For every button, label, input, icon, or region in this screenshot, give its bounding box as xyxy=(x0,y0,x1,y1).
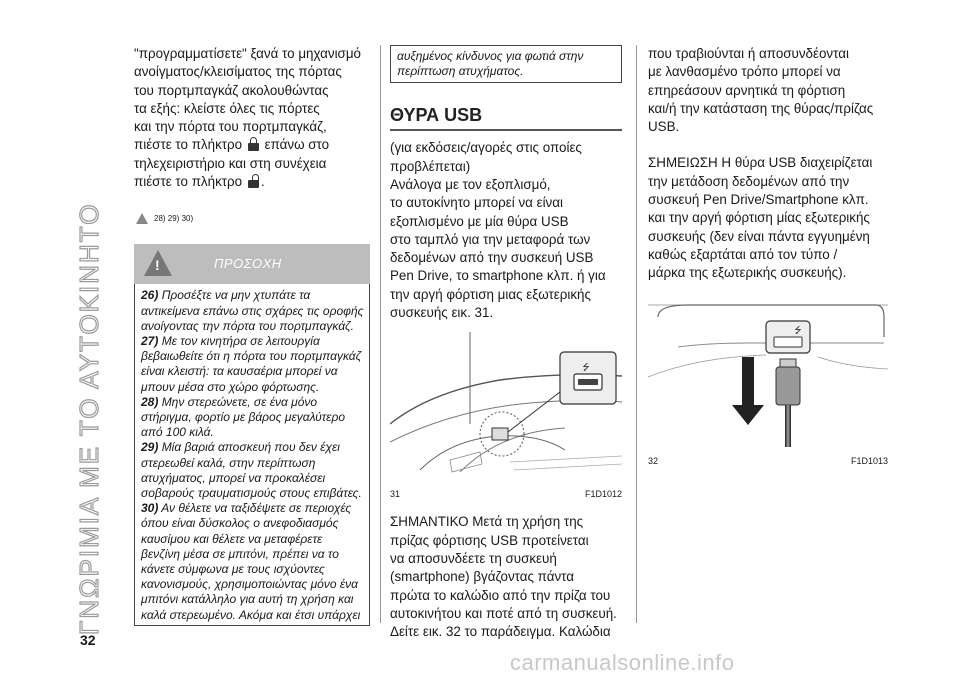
dashboard-usb-illustration xyxy=(390,332,622,480)
usb-important-text xyxy=(390,513,622,641)
text-fragment: πιέστε το πλήκτρο xyxy=(134,174,243,190)
figure-caption xyxy=(390,489,622,499)
text-line: του πορτμπαγκάζ ακολουθώντας xyxy=(134,82,329,98)
text-line: Pen Drive, το smartphone κλπ. ή για xyxy=(390,268,606,284)
svg-text:⭍: ⭍ xyxy=(794,325,802,336)
text-fragment: επάνω στο xyxy=(264,137,330,153)
page-number: 32 xyxy=(80,632,96,648)
warning-header xyxy=(134,244,370,284)
usb-unplug-illustration xyxy=(648,297,888,447)
text-line: και την αργή φόρτιση μίας εξωτερικής xyxy=(648,210,870,226)
warning-refs-label: 28) 29) 30) xyxy=(154,214,194,224)
text-line: πρίζας φόρτισης USB προτείνεται xyxy=(390,532,589,548)
text-line: αυτοκινήτου και ποτέ από τη συσκευή. xyxy=(390,605,617,621)
text-line: (για εκδόσεις/αγορές στις οποίες xyxy=(390,140,582,156)
text-line: την μετάδοση δεδομένων από την xyxy=(648,173,850,189)
text-line xyxy=(134,136,370,154)
column-1 xyxy=(134,45,370,626)
column-2 xyxy=(390,45,622,641)
warning-number: 28) xyxy=(141,394,159,409)
text-line: πρώτα το καλώδιο από την πρίζα του xyxy=(390,587,611,603)
text-line: Δείτε εικ. 32 το παράδειγμα. Καλώδια xyxy=(390,624,611,640)
text-line: προβλέπεται) xyxy=(390,158,471,174)
exclamation-icon: ! xyxy=(155,257,160,274)
usb-intro-text xyxy=(390,139,622,322)
warning-triangle-icon xyxy=(136,213,148,224)
warning-text: Προσέξτε να μην χτυπάτε τα αντικείμενα επάνω στις σχάρες τις οροφής ανοίγοντας την πόρτα του πορτμπαγκάζ. xyxy=(141,288,364,333)
text-line: μάρκα της εξωτερικής συσκευής). xyxy=(648,265,847,281)
section-title-usb: ΘΥΡΑ USB xyxy=(390,105,622,131)
text-line: τα εξής: κλείστε όλες τις πόρτες xyxy=(134,100,320,116)
text-line: ανοίγματος/κλεισίματος της πόρτας xyxy=(134,64,342,80)
text-line: στο ταμπλό για την μεταφορά των xyxy=(390,231,591,247)
warning-continuation-text: αυξημένος κίνδυνος για φωτιά στην περίπτωση ατυχήματος. xyxy=(397,49,584,79)
section-side-tab xyxy=(74,40,108,640)
warning-body xyxy=(134,284,370,625)
warning-item xyxy=(141,440,364,501)
text-line: καθώς εξαρτάται από τον τύπο / xyxy=(648,246,838,262)
trunk-reprogram-text xyxy=(134,45,370,191)
column-divider-2 xyxy=(636,45,637,623)
warning-item xyxy=(141,501,364,623)
text-line: δεδομένων από την συσκευή USB xyxy=(390,250,594,266)
watermark: carmanualsonline.info xyxy=(510,650,735,675)
usb-note-text xyxy=(648,154,888,282)
text-fragment: πιέστε το πλήκτρο xyxy=(134,137,243,153)
warning-references xyxy=(134,213,370,224)
section-side-tab-label: ΓΝΩΡΙΜΙΑ ΜΕ ΤΟ ΑΥΤΟΚΙΝΗΤΟ xyxy=(74,202,104,635)
warning-continuation-box xyxy=(390,45,622,83)
text-line: εξοπλισμένο με μία θύρα USB xyxy=(390,213,569,229)
text-line: με λανθασμένο τρόπο μπορεί να xyxy=(648,64,841,80)
warning-number: 30) xyxy=(141,501,159,516)
warning-box xyxy=(134,244,370,625)
warning-title: ΠΡΟΣΟΧΗ xyxy=(214,256,282,272)
figure-code: F1D1013 xyxy=(850,455,888,466)
warning-text: Αν θέλετε να ταξιδέψετε σε περιοχές όπου είναι δύσκολος ο ανεφοδιασμός καυσίμου και θέλετε να μεταφέρετε βενζίνη μέσα σε μπιτόνι, πρέπει να το κάνετε σύμφωνα με τους ισχύοντες κανονισμούς, χρησιμοποιώντας μόνο ένα μπιτόνι κατάλληλο για αυτή τη χρήση και καλά στερεωμένο. Ακόμα και έτσι υπάρχει xyxy=(141,501,361,622)
warning-item xyxy=(141,334,364,395)
lock-icon xyxy=(248,137,259,151)
text-fragment: . xyxy=(260,174,265,190)
usb-cable-text xyxy=(648,45,888,136)
text-line: επηρεάσουν αρνητικά τη φόρτιση xyxy=(648,82,846,98)
warning-text: Μην στερεώνετε, σε ένα μόνο στήριγμα, φορτίο με βάρος μεγαλύτερο από 100 κιλά. xyxy=(141,394,345,440)
text-line: συσκευής εικ. 31. xyxy=(390,305,494,321)
text-line: USB. xyxy=(648,119,680,135)
text-line: συσκευή Pen Drive/Smartphone κλπ. xyxy=(648,192,869,208)
text-line: και την πόρτα του πορτμπαγκάζ, xyxy=(134,119,327,135)
figure-code: F1D1012 xyxy=(584,489,622,500)
text-line: τηλεχειριστήριο και στη συνέχεια xyxy=(134,155,327,171)
text-line xyxy=(134,173,370,191)
text-line: ΣΗΜΑΝΤΙΚΟ Μετά τη χρήση της xyxy=(390,514,584,530)
text-line: την αργή φόρτιση μιας εξωτερικής xyxy=(390,286,591,302)
figure-32 xyxy=(648,297,888,466)
text-line: (smartphone) βγάζοντας πάντα xyxy=(390,569,574,585)
figure-caption xyxy=(648,456,888,466)
figure-number: 31 xyxy=(390,489,401,500)
unlock-icon xyxy=(248,174,259,188)
text-line: συσκευής (δεν είναι πάντα εγγυημένη xyxy=(648,228,870,244)
warning-item xyxy=(141,395,364,441)
warning-text: Με τον κινητήρα σε λειτουργία βεβαιωθείτε ότι η πόρτα του πορτμπαγκάζ είναι κλειστή: τα καυσαέρια μπορεί να μπουν μέσα στο χώρο φόρτωσης. xyxy=(141,333,362,394)
warning-number: 27) xyxy=(141,333,159,348)
figure-31 xyxy=(390,332,622,499)
warning-number: 26) xyxy=(141,288,159,303)
text-line: και/ή την κατάσταση της θύρας/πρίζας xyxy=(648,100,874,116)
figure-number: 32 xyxy=(648,455,659,466)
warning-number: 29) xyxy=(141,440,159,455)
text-line: που τραβιούνται ή αποσυνδέονται xyxy=(648,46,849,61)
text-line: "προγραμματίσετε" ξανά το μηχανισμό xyxy=(134,46,361,61)
text-line: το αυτοκίνητο μπορεί να είναι xyxy=(390,195,563,211)
warning-text: Μία βαριά αποσκευή που δεν έχει στερεωθεί καλά, στην περίπτωση ατυχήματος, μπορεί να προκαλέσει σοβαρούς τραυματισμούς στους επιβάτες. xyxy=(141,440,362,501)
text-line: ΣΗΜΕΙΩΣΗ Η θύρα USB διαχειρίζεται xyxy=(648,155,873,171)
warning-item xyxy=(141,288,364,334)
column-divider-1 xyxy=(380,45,381,623)
column-3 xyxy=(648,45,888,466)
text-line: Ανάλογα με τον εξοπλισμό, xyxy=(390,177,551,192)
svg-text:⭍: ⭍ xyxy=(582,363,590,374)
text-line: να αποσυνδέετε τη συσκευή xyxy=(390,550,557,566)
